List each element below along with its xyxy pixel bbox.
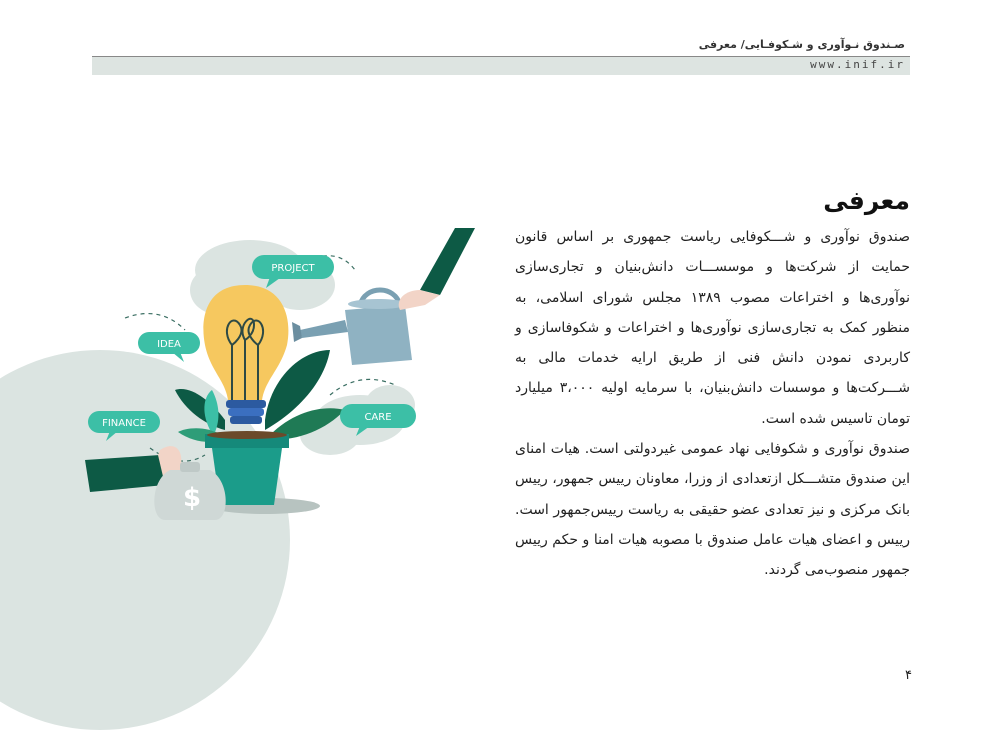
section-title: معرفی xyxy=(823,186,910,215)
paragraph-board: صندوق نوآوری و شکوفایی نهاد عمومی غیردولتی است. هیات امنای این صندوق متشـــکل از‌تعدادی از وزرا، معاونان رییس جمهور، رییس بانک مرکزی و نیز تعدادی عضو حقیقی به ریاست رییس‌جمهور است. رییس و اعضای هیات عامل صندوق با مصوبه هیات امنا و حکم رییس جمهور منصوب‌می گردند. xyxy=(515,441,910,579)
bubble-project-label: PROJECT xyxy=(271,263,315,274)
bubble-idea-label: IDEA xyxy=(157,339,181,350)
paragraph-intro: صندوق نوآوری و شـــکوفایی ریاست جمهوری بر اساس قانون حمایت از شرکت‌ها و موسســـات دانش‌بنیان و تجاری‌سازی نوآوری‌ها و اختراعات مصوب ۱۳۸۹ مجلس شورای اسلامی، به منظور کمک به تجاری‌سازی نوآوری‌ها و اختراعات و شکوفاسازی و کاربردی نمودن دانش فنی از طریق ارایه خدمات مالی به شـــرکت‌ها و موسسات دانش‌بنیان، با سرمایه اولیه ۳،۰۰۰ میلیارد تومان تاسیس شده است. xyxy=(515,229,910,427)
bag-dollar-icon: $ xyxy=(182,483,202,513)
bubble-finance-label: FINANCE xyxy=(102,418,146,429)
body-text xyxy=(515,222,910,586)
header-title: صـندوق نـوآوری و شـکوفـایی/ معرفی xyxy=(698,38,905,51)
bubble-care-label: CARE xyxy=(364,412,392,423)
header-url[interactable]: www.inif.ir xyxy=(810,58,905,71)
hand-top-icon xyxy=(399,228,475,310)
page-number: ۴ xyxy=(905,668,912,683)
